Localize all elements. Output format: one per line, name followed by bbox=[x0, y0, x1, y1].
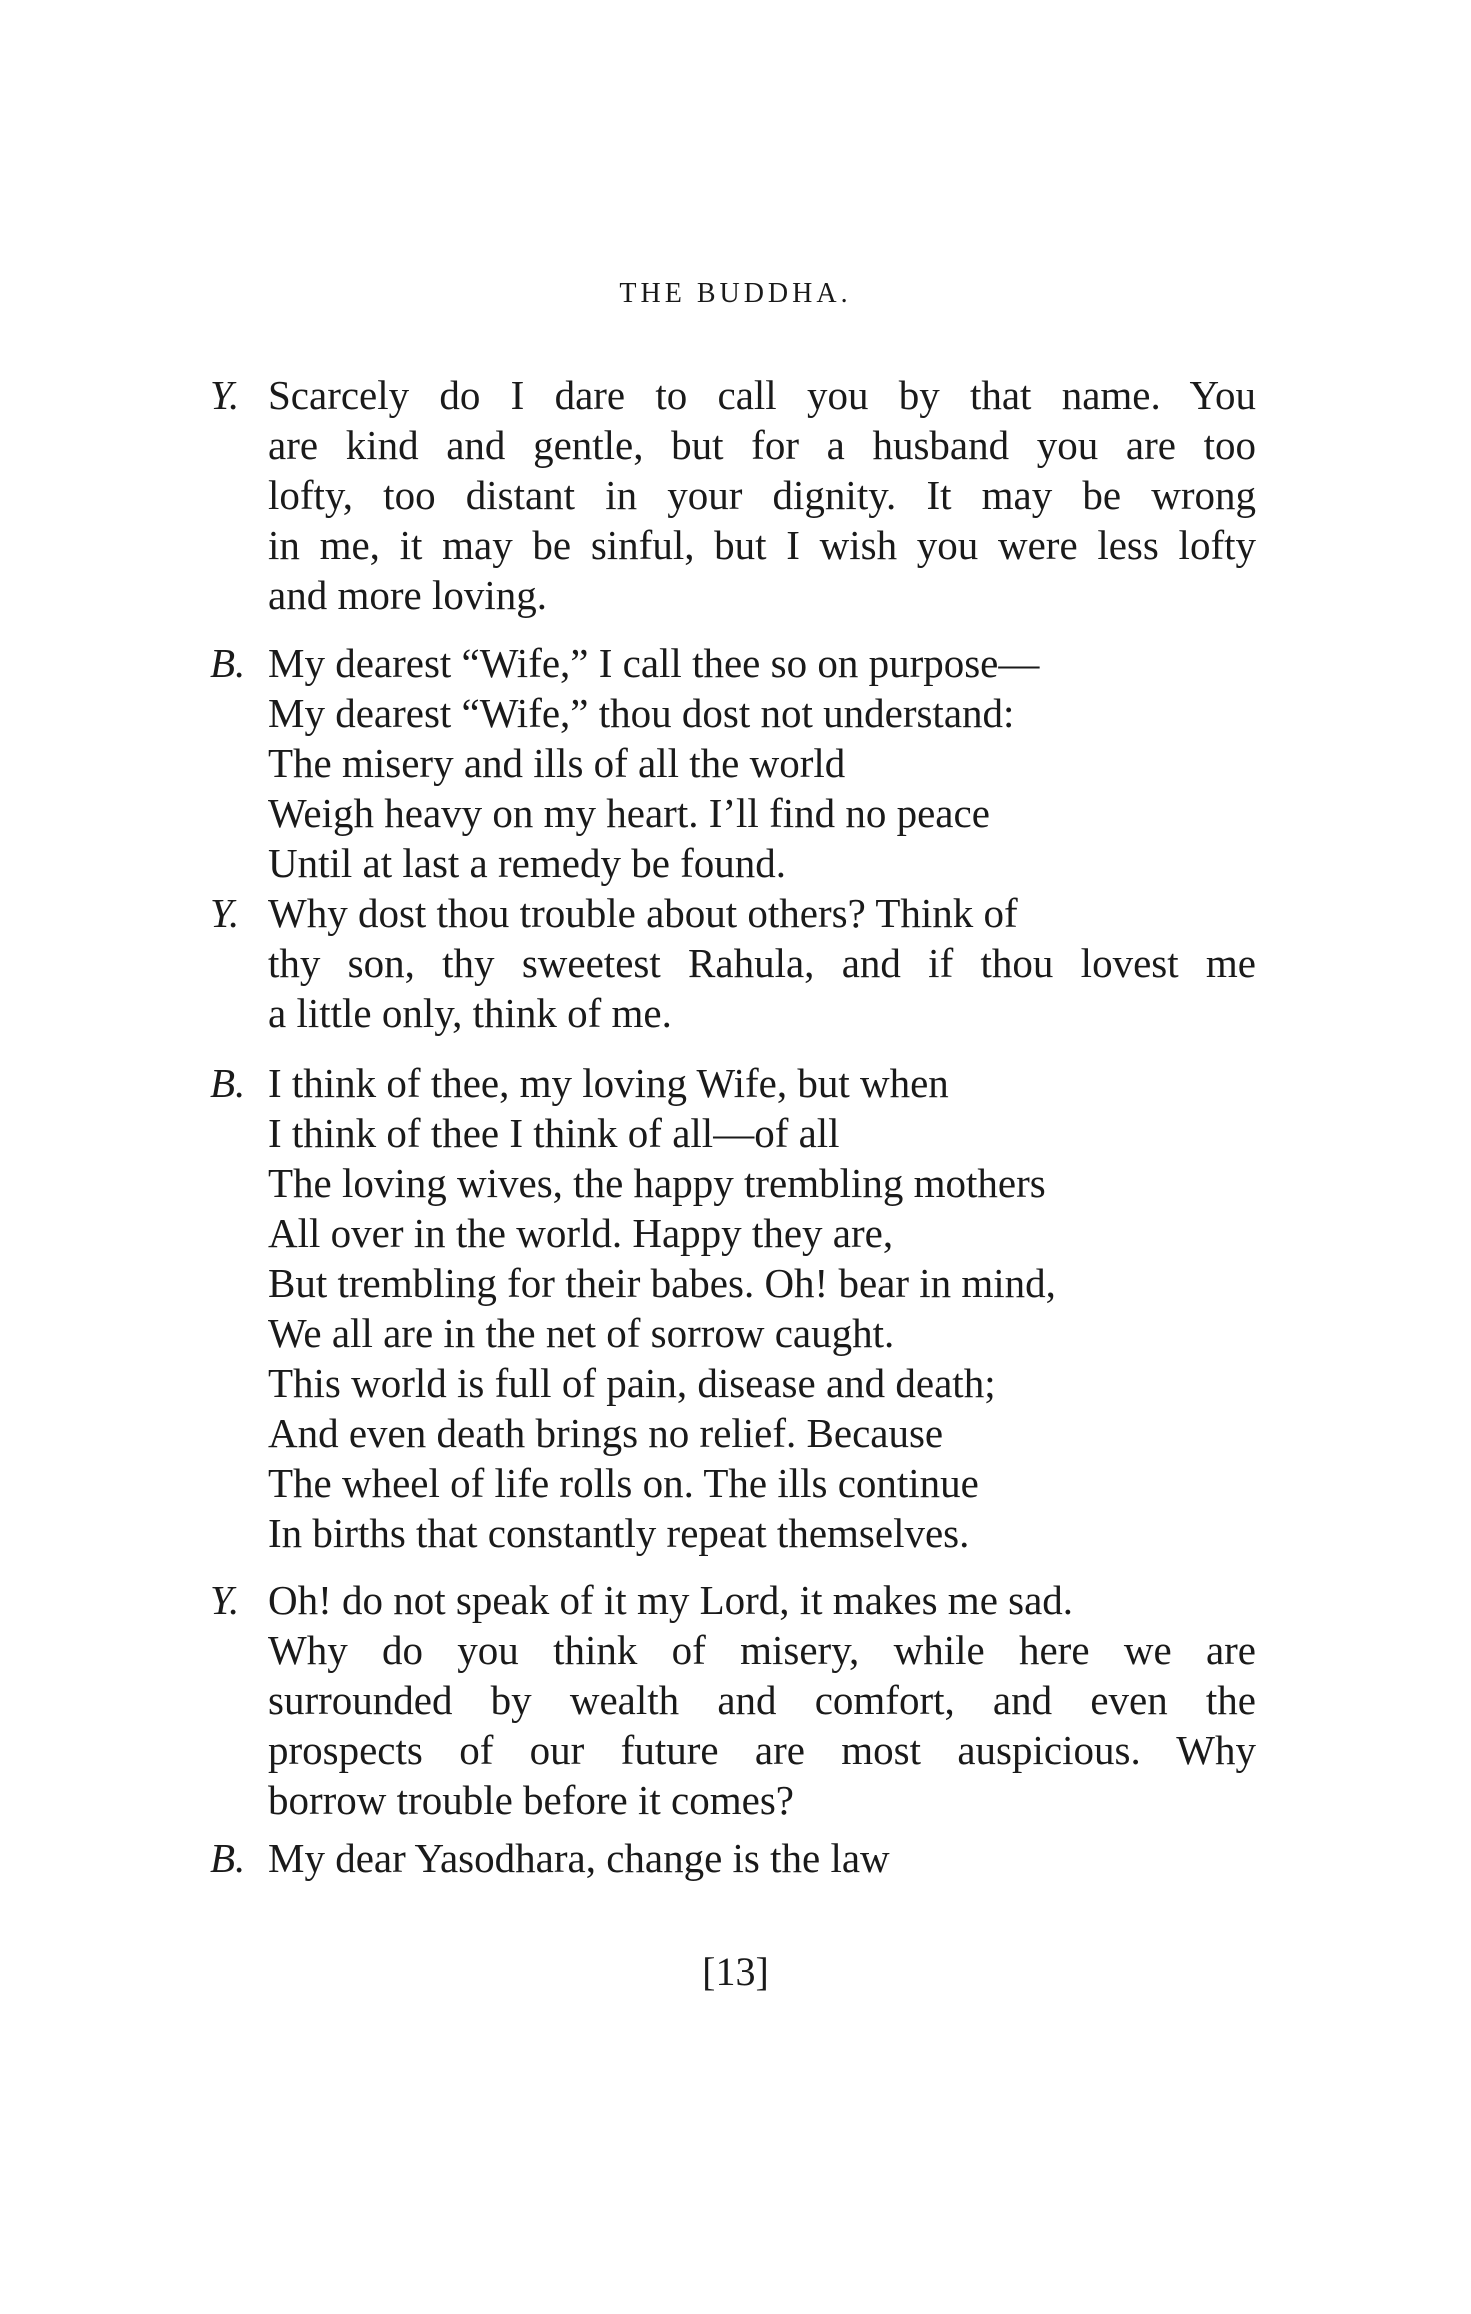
speaker-label: B. bbox=[210, 1835, 246, 1881]
speech-text: are kind and gentle, but for a husband you are too bbox=[268, 422, 1256, 468]
speaker-label: Y. bbox=[210, 372, 240, 418]
speech-text: Scarcely do I dare to call you by that name. You bbox=[268, 372, 1256, 418]
speech-text: The misery and ills of all the world bbox=[268, 740, 846, 786]
running-head: THE BUDDHA. bbox=[619, 278, 852, 309]
speech-text: Why do you think of misery, while here we are bbox=[268, 1627, 1256, 1673]
speech-text: My dearest “Wife,” I call thee so on purpose— bbox=[268, 640, 1040, 686]
speech-text: Until at last a remedy be found. bbox=[268, 840, 787, 886]
speaker-label: B. bbox=[210, 1060, 246, 1106]
speech-text: The wheel of life rolls on. The ills continue bbox=[268, 1460, 979, 1506]
speech-text: Why dost thou trouble about others? Think of bbox=[268, 890, 1018, 936]
speech-text: thy son, thy sweetest Rahula, and if thou lovest me bbox=[268, 940, 1256, 986]
speech-text: My dearest “Wife,” thou dost not understand: bbox=[268, 690, 1015, 736]
speech-text: My dear Yasodhara, change is the law bbox=[268, 1835, 890, 1881]
speech-text: and more loving. bbox=[268, 572, 547, 618]
speech-text: And even death brings no relief. Because bbox=[268, 1410, 944, 1456]
speech-text: prospects of our future are most auspicious. Why bbox=[268, 1727, 1256, 1773]
speaker-label: Y. bbox=[210, 890, 240, 936]
speech-text: All over in the world. Happy they are, bbox=[268, 1210, 894, 1256]
speech-text: borrow trouble before it comes? bbox=[268, 1777, 794, 1823]
speech-text: But trembling for their babes. Oh! bear in mind, bbox=[268, 1260, 1056, 1306]
speech-text: a little only, think of me. bbox=[268, 990, 672, 1036]
speaker-label: B. bbox=[210, 640, 246, 686]
speaker-label: Y. bbox=[210, 1577, 240, 1623]
speech-text: lofty, too distant in your dignity. It may be wrong bbox=[268, 472, 1256, 518]
speech-text: Oh! do not speak of it my Lord, it makes me sad. bbox=[268, 1577, 1074, 1623]
speech-text: Weigh heavy on my heart. I’ll find no peace bbox=[268, 790, 990, 836]
speech-text: surrounded by wealth and comfort, and even the bbox=[268, 1677, 1256, 1723]
speech-text: I think of thee I think of all—of all bbox=[268, 1110, 840, 1156]
page-number: [13] bbox=[702, 1949, 769, 1994]
speech-text: In births that constantly repeat themselves. bbox=[268, 1510, 970, 1556]
speech-text: The loving wives, the happy trembling mothers bbox=[268, 1160, 1046, 1206]
speech-text: I think of thee, my loving Wife, but when bbox=[268, 1060, 949, 1106]
speech-text: We all are in the net of sorrow caught. bbox=[268, 1310, 895, 1356]
speech-text: in me, it may be sinful, but I wish you were less lofty bbox=[268, 522, 1256, 568]
speech-text: This world is full of pain, disease and death; bbox=[268, 1360, 996, 1406]
